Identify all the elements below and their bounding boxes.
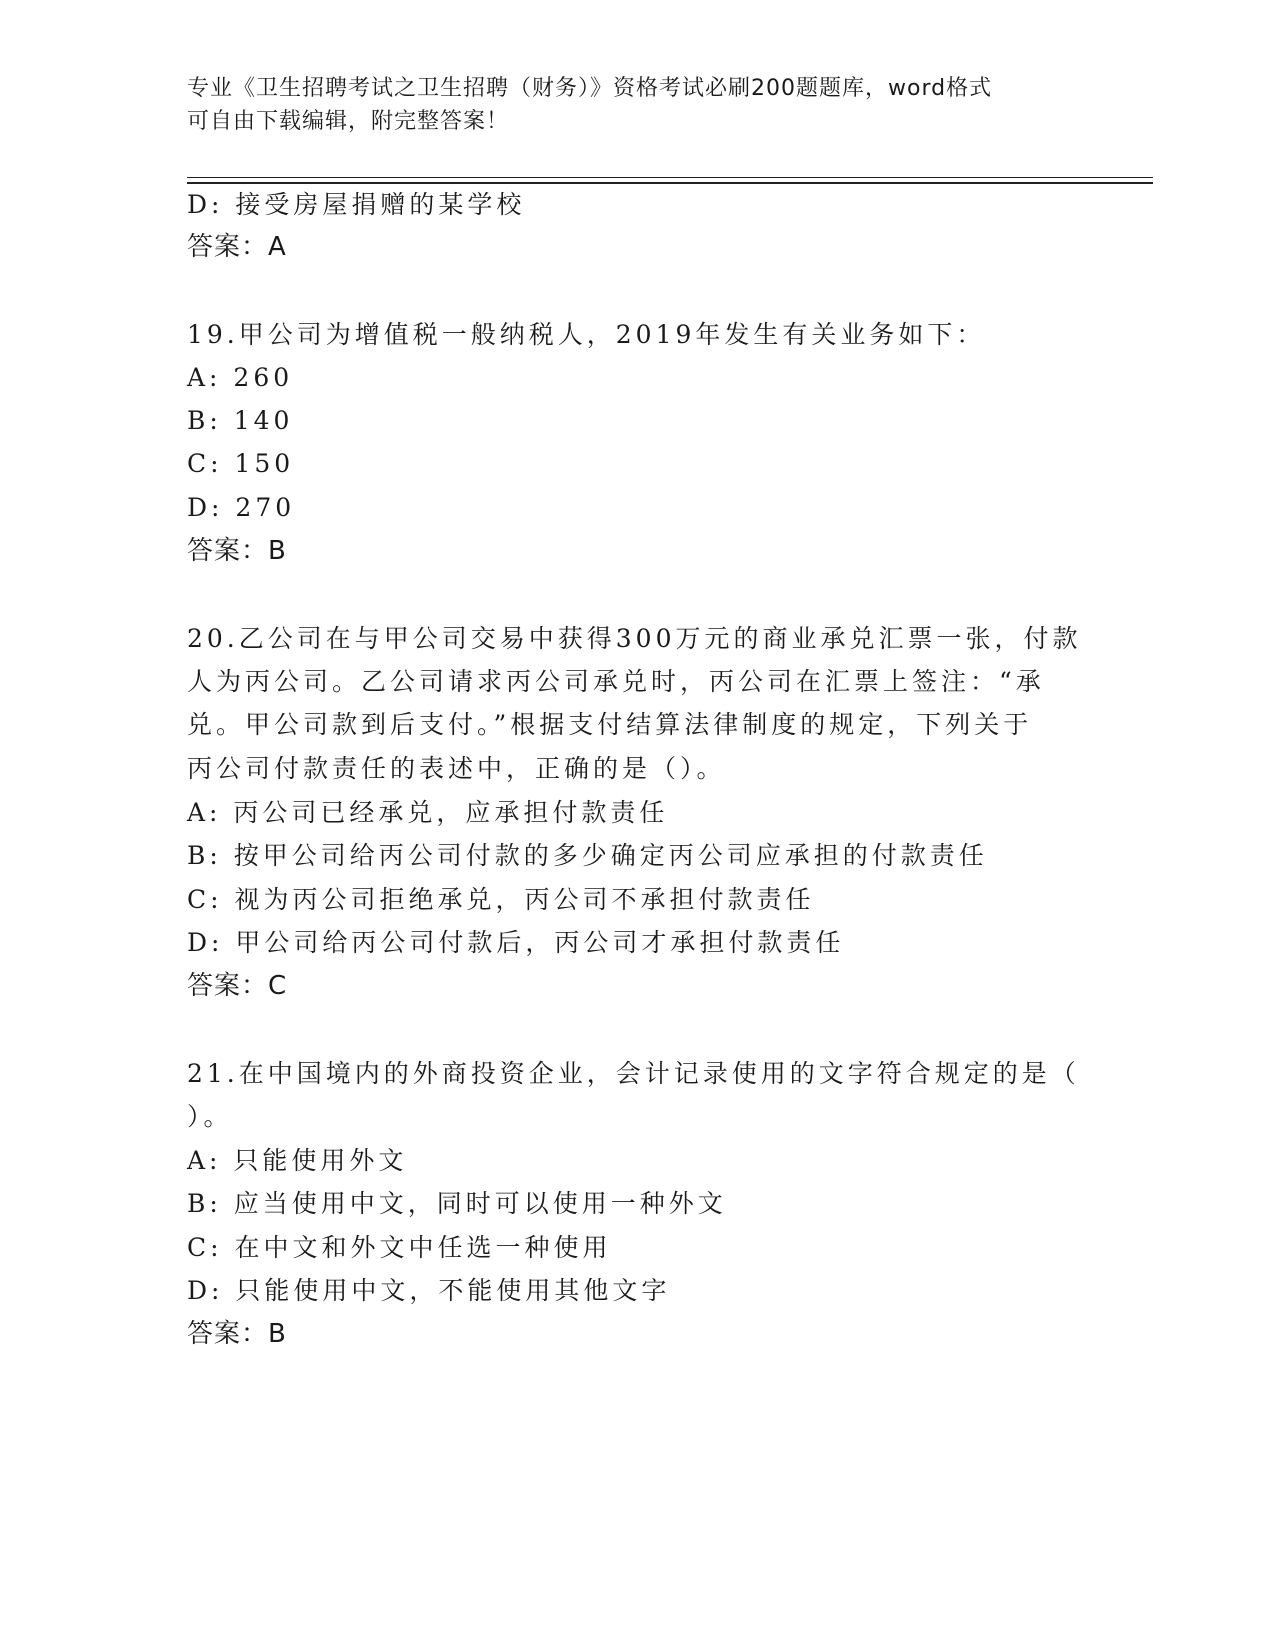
document-header: [187, 72, 1067, 138]
q19-stem-line-1: 19.甲公司为增值税一般纳税人，2019年发生有关业务如下：: [187, 320, 986, 349]
q21-option-c: C: 在中文和外文中任选一种使用: [187, 1233, 612, 1262]
q20-stem-line-1: 20.乙公司在与甲公司交易中获得300万元的商业承兑汇票一张，付款: [187, 624, 1082, 653]
q21-option-a: A: 只能使用外文: [187, 1146, 408, 1175]
q20-option-a: A: 丙公司已经承兑，应承担付款责任: [187, 798, 669, 827]
q19-option-a: A: 260: [187, 363, 294, 392]
q20-stem-line-4: 丙公司付款责任的表述中，正确的是（）。: [187, 754, 726, 783]
q20-stem-line-2: 人为丙公司。乙公司请求丙公司承兑时，丙公司在汇票上签注：“承: [187, 667, 1045, 696]
header-rule-thin: [187, 177, 1153, 178]
q21-option-d: D: 只能使用中文，不能使用其他文字: [187, 1276, 671, 1305]
q21-option-b: B: 应当使用中文，同时可以使用一种外文: [187, 1189, 727, 1218]
q21-stem-line-1: 21.在中国境内的外商投资企业，会计记录使用的文字符合规定的是（: [187, 1059, 1080, 1088]
q19-answer: 答案：B: [187, 536, 287, 566]
header-title-line-1: 专业《卫生招聘考试之卫生招聘（财务）》资格考试必刷200题题库，word格式: [187, 76, 993, 101]
q19-option-d: D: 270: [187, 493, 296, 522]
prev-option-d: D: 接受房屋捐赠的某学校: [187, 190, 526, 219]
q20-stem-line-3: 兑。甲公司款到后支付。”根据支付结算法律制度的规定，下列关于: [187, 710, 1033, 739]
prev-answer: 答案：A: [187, 232, 287, 262]
q19-option-c: C: 150: [187, 449, 295, 478]
q20-option-b: B: 按甲公司给丙公司付款的多少确定丙公司应承担的付款责任: [187, 841, 988, 870]
q21-stem-line-2: ）。: [187, 1102, 233, 1131]
q20-option-c: C: 视为丙公司拒绝承兑，丙公司不承担付款责任: [187, 885, 815, 914]
q19-option-b: B: 140: [187, 406, 294, 435]
q21-answer: 答案：B: [187, 1319, 287, 1349]
q20-option-d: D: 甲公司给丙公司付款后，丙公司才承担付款责任: [187, 928, 845, 957]
header-title-line-2: 可自由下载编辑，附完整答案！: [187, 109, 510, 134]
q20-answer: 答案：C: [187, 971, 288, 1001]
